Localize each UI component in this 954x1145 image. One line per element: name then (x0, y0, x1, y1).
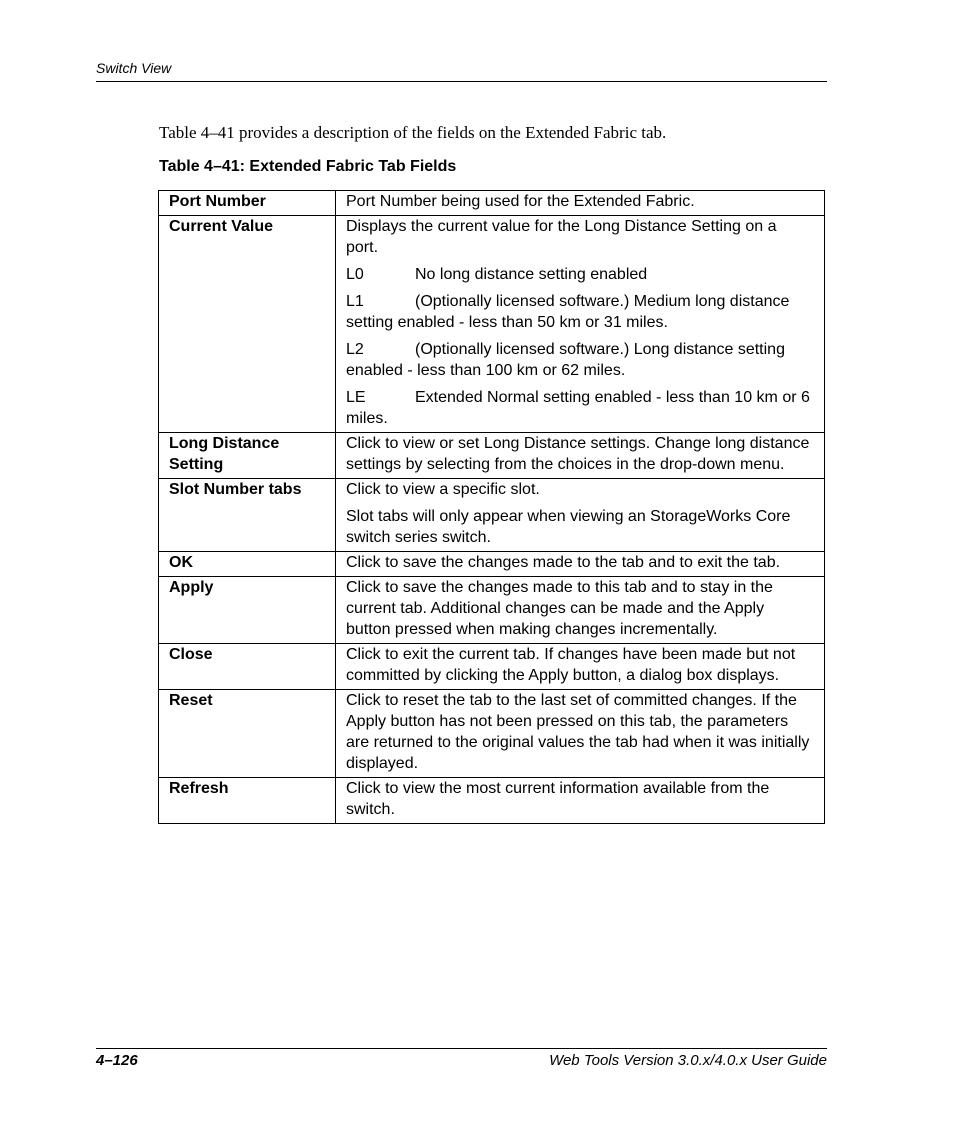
value-code: LE (346, 389, 366, 406)
table-row (159, 433, 825, 479)
field-name: Long Distance Setting (159, 433, 336, 479)
field-description (336, 778, 825, 824)
description-text: Click to save the changes made to this tab and to stay in the current tab. Additional changes can be made and the Apply button pressed when making changes incrementally. (346, 579, 773, 638)
value-code: L1 (346, 293, 364, 310)
table-caption: Table 4–41: Extended Fabric Tab Fields (159, 158, 457, 175)
value-code: L0 (346, 266, 364, 283)
running-header: Switch View (96, 60, 172, 76)
field-description (336, 690, 825, 778)
field-description (336, 433, 825, 479)
field-name: Refresh (159, 778, 336, 824)
description-text: Click to view the most current information available from the switch. (346, 780, 770, 818)
description-text: Click to reset the tab to the last set of committed changes. If the Apply button has not been pressed on this tab, the parameters are returned to the original values the tab had when it was initially displayed. (346, 692, 810, 772)
value-code-item (346, 339, 812, 381)
field-description (336, 552, 825, 577)
value-code-item (346, 291, 812, 333)
field-description (336, 577, 825, 644)
table-row (159, 778, 825, 824)
value-code: L2 (346, 341, 364, 358)
field-name: Port Number (159, 191, 336, 216)
value-code-text: (Optionally licensed software.) Long distance setting enabled - less than 100 km or 62 miles. (346, 341, 785, 379)
value-code-item (346, 264, 812, 285)
field-description (336, 644, 825, 690)
field-description (336, 216, 825, 433)
description-text: Click to view a specific slot. (346, 481, 540, 498)
table-row (159, 216, 825, 433)
table-row (159, 479, 825, 552)
description-text: Slot tabs will only appear when viewing an StorageWorks Core switch series switch. (346, 508, 791, 546)
table-row (159, 690, 825, 778)
description-text: Click to exit the current tab. If changes have been made but not committed by clicking the Apply button, a dialog box displays. (346, 646, 796, 684)
fields-table (158, 190, 825, 824)
field-description (336, 479, 825, 552)
header-divider (96, 81, 827, 82)
value-code-item (346, 387, 812, 429)
value-code-text: Extended Normal setting enabled - less than 10 km or 6 miles. (346, 389, 810, 427)
table-row (159, 552, 825, 577)
field-name: Slot Number tabs (159, 479, 336, 552)
description-text: Port Number being used for the Extended Fabric. (346, 193, 695, 210)
value-code-text: (Optionally licensed software.) Medium long distance setting enabled - less than 50 km or 31 miles. (346, 293, 790, 331)
field-name: Apply (159, 577, 336, 644)
intro-paragraph: Table 4–41 provides a description of the fields on the Extended Fabric tab. (159, 123, 667, 142)
table-row (159, 191, 825, 216)
footer-divider (96, 1048, 827, 1049)
description-text: Click to save the changes made to the tab and to exit the tab. (346, 554, 781, 571)
field-name: Reset (159, 690, 336, 778)
field-name: OK (159, 552, 336, 577)
description-text: Displays the current value for the Long Distance Setting on a port. (346, 218, 777, 256)
description-text: Click to view or set Long Distance settings. Change long distance settings by selecting from the choices in the drop-down menu. (346, 435, 810, 473)
value-code-text: No long distance setting enabled (415, 266, 648, 283)
table-row (159, 577, 825, 644)
field-name: Current Value (159, 216, 336, 433)
page-number: 4–126 (96, 1052, 138, 1069)
field-description (336, 191, 825, 216)
document-title: Web Tools Version 3.0.x/4.0.x User Guide (549, 1052, 827, 1069)
table-row (159, 644, 825, 690)
field-name: Close (159, 644, 336, 690)
